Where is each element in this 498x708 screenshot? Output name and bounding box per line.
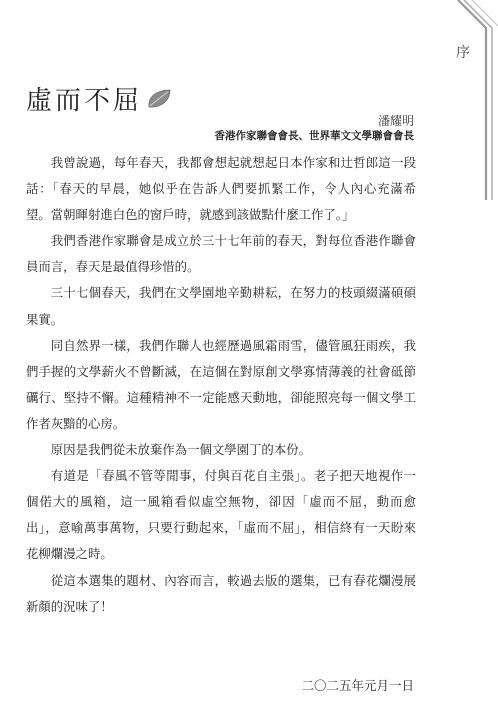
paragraph: 從這本選集的題材、內容而言，較過去版的選集，已有春花爛漫展新顏的況味了！ <box>26 572 416 614</box>
author-name: 潘耀明 <box>377 114 414 128</box>
title-row <box>26 80 172 117</box>
paragraph: 有道是「春風不管等閒事，付與百花自主張」。老子把天地視作一個偌大的風箱，這一風箱看似虛空無物，卻因「虛而不屈，動而愈出」，意喻萬事萬物，只要行動起來，「虛而不屈」，相信終有一天盼來花柳爛漫之時。 <box>26 468 416 562</box>
paragraph: 同自然界一樣，我們作聯人也經歷過風霜雨雪，儘管風狂雨疾，我們手握的文學薪火不曾斷滅，在這個在對原創文學寡情薄義的社會砥節礪行、堅持不懈。這種精神不一定能感天動地，卻能照亮每一個文學工作者灰黯的心房。 <box>26 337 416 431</box>
page-title: 虛而不屈 <box>26 86 143 116</box>
section-label: 序 <box>456 45 470 61</box>
paragraph: 三十七個春天，我們在文學園地辛勤耕耘，在努力的枝頭綴滿碩碩果實。 <box>26 285 416 327</box>
paragraph: 我曾說過，每年春天，我都會想起就想起日本作家和辻哲郎這一段話：「春天的早晨，她似乎在告訴人們要抓緊工作，令人內心充滿希望。當朝暉射進白色的窗戶時，就感到該做點什麼工作了。」 <box>26 155 416 223</box>
body-text <box>26 150 416 620</box>
leaf-icon <box>146 88 172 110</box>
corner-decoration <box>418 0 498 200</box>
author-affiliation: 香港作家聯會會長、世界華文文學聯會會長 <box>214 130 414 142</box>
paragraph: 原因是我們從未放棄作為一個文學園丁的本份。 <box>50 442 311 458</box>
date: 二〇二五年元月一日 <box>301 678 414 693</box>
paragraph: 我們香港作家聯會是成立於三十七年前的春天，對每位香港作聯會員而言，春天是最值得珍惜的。 <box>26 233 416 275</box>
